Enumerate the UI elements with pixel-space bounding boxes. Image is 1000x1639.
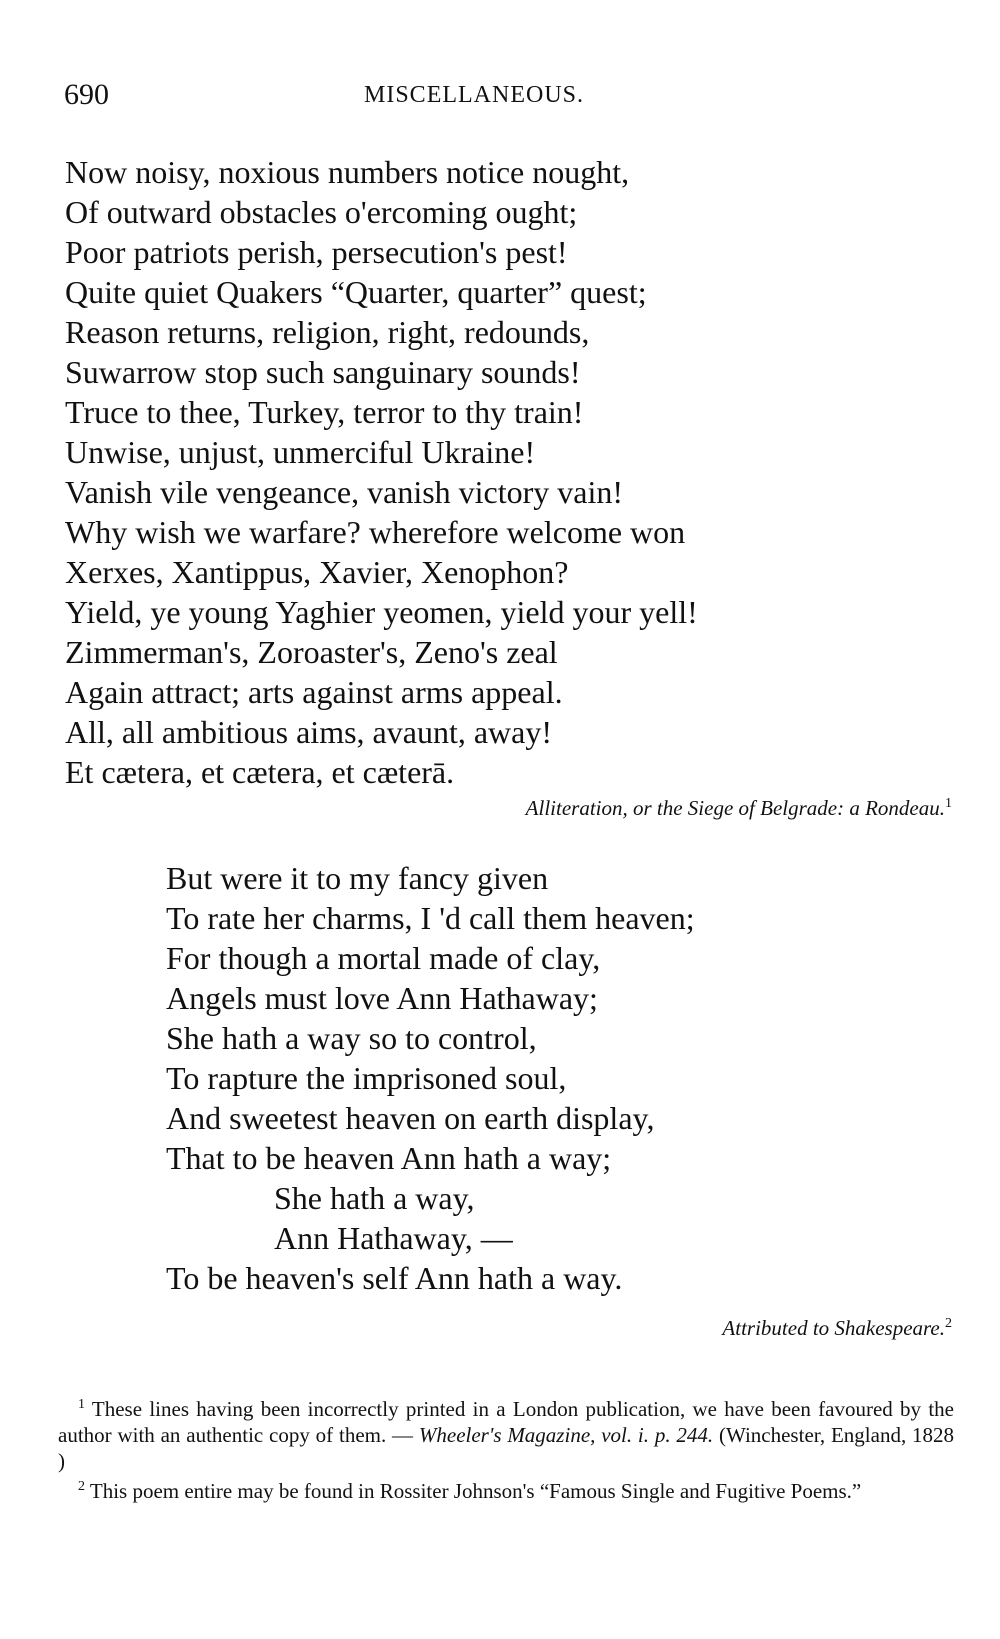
alliteration-poem [65, 152, 945, 792]
poem-line: Truce to thee, Turkey, terror to thy train! [65, 394, 584, 430]
poem-line: To be heaven's self Ann hath a way. [166, 1260, 623, 1296]
poem-line: Again attract; arts against arms appeal. [65, 674, 563, 710]
poem-line: Suwarrow stop such sanguinary sounds! [65, 354, 581, 390]
footnote-ref-1: 1 [945, 796, 952, 811]
poem-line: Vanish vile vengeance, vanish victory vain! [65, 474, 624, 510]
poem-line: Reason returns, religion, right, redounds, [65, 314, 590, 350]
ann-hathaway-poem [166, 858, 946, 1298]
footnote-2 [58, 1474, 954, 1504]
footnote-ref-2: 2 [945, 1316, 952, 1331]
page-number: 690 [64, 78, 109, 111]
poem-line: Quite quiet Quakers “Quarter, quarter” quest; [65, 274, 647, 310]
poem-line: That to be heaven Ann hath a way; [166, 1140, 612, 1176]
footnote-text: This poem entire may be found in Rossiter Johnson's “Famous Single and Fugitive Poems.” [89, 1479, 862, 1503]
poem-line: Angels must love Ann Hathaway; [166, 980, 598, 1016]
poem-line: Why wish we warfare? wherefore welcome won [65, 514, 686, 550]
running-head: MISCELLANEOUS. [364, 82, 585, 108]
poem-line: Poor patriots perish, persecution's pest! [65, 234, 568, 270]
footnote-mark: 2 [78, 1479, 85, 1494]
poem2-attribution [722, 1316, 952, 1341]
poem2-attribution-text: Attributed to Shakespeare. [722, 1316, 945, 1340]
poem-line: Zimmerman's, Zoroaster's, Zeno's zeal [65, 634, 558, 670]
poem1-attribution [526, 796, 952, 821]
poem-line-indented: Ann Hathaway, — [274, 1220, 513, 1256]
poem-line: Of outward obstacles o'ercoming ought; [65, 194, 578, 230]
poem-line-indented: She hath a way, [274, 1180, 475, 1216]
poem-line: Yield, ye young Yaghier yeomen, yield your yell! [65, 594, 698, 630]
poem-line: But were it to my fancy given [166, 860, 549, 896]
poem-line: To rapture the imprisoned soul, [166, 1060, 567, 1096]
poem-line: She hath a way so to control, [166, 1020, 537, 1056]
footnote-text: These lines having been incorrectly printed in a London publication, we have been favoured by the author with an authentic copy of them. — [58, 1397, 954, 1447]
poem-line: All, all ambitious aims, avaunt, away! [65, 714, 552, 750]
poem-line: To rate her charms, I 'd call them heaven; [166, 900, 695, 936]
page-header [64, 78, 954, 118]
poem1-attribution-text: Alliteration, or the Siege of Belgrade: a Rondeau. [525, 796, 945, 820]
footnote-tail: (Winchester, England, 1828 ) [58, 1423, 955, 1473]
footnote-citation: Wheeler's Magazine, vol. i. p. 244. [418, 1423, 714, 1447]
footnotes [58, 1392, 954, 1504]
footnote-mark: 1 [78, 1397, 85, 1412]
poem-line: And sweetest heaven on earth display, [166, 1100, 655, 1136]
poem-line: Et cætera, et cætera, et cæterā. [65, 754, 455, 790]
poem-line: Now noisy, noxious numbers notice nought, [65, 154, 630, 190]
footnote-1 [58, 1392, 954, 1474]
poem-line: Xerxes, Xantippus, Xavier, Xenophon? [65, 554, 569, 590]
poem-line: Unwise, unjust, unmerciful Ukraine! [65, 434, 536, 470]
poem-line: For though a mortal made of clay, [166, 940, 601, 976]
